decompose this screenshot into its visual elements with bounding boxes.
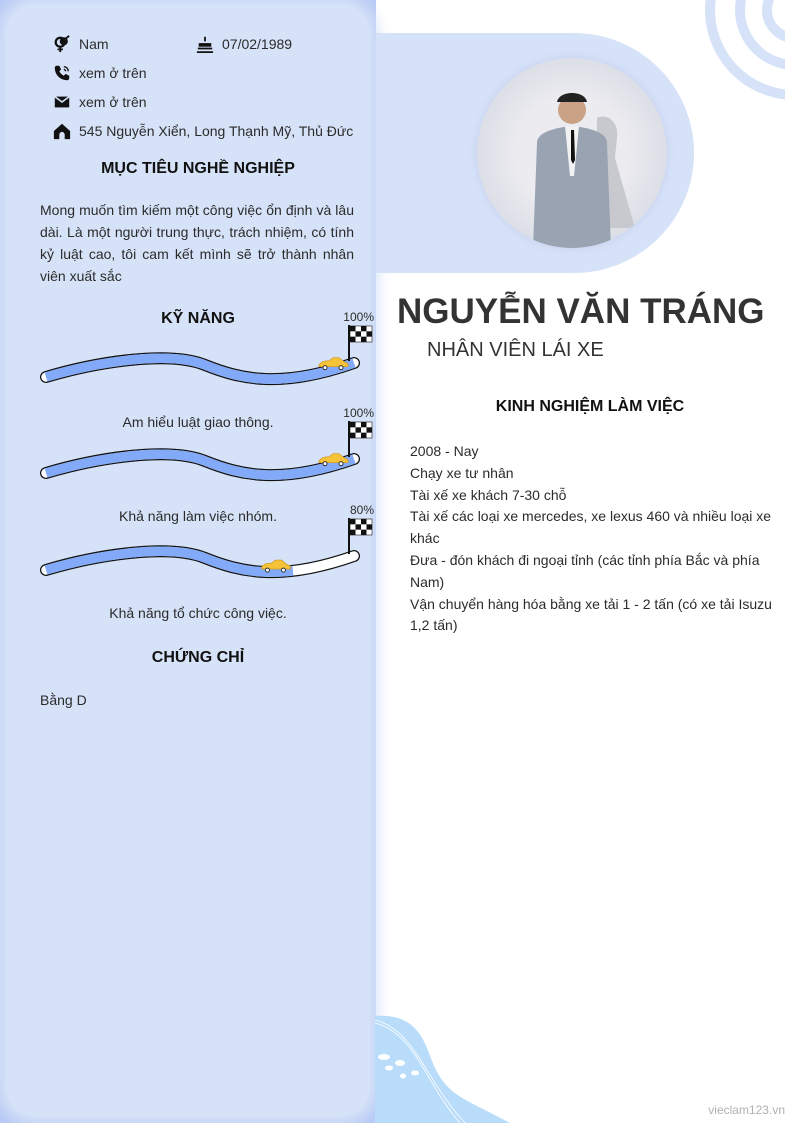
skill-item <box>40 406 376 524</box>
skill-track <box>40 413 376 493</box>
phone-icon <box>53 64 71 82</box>
avatar <box>477 58 667 248</box>
skill-percent: 100% <box>343 310 374 324</box>
skill-percent: 100% <box>343 406 374 420</box>
skill-item <box>40 310 376 430</box>
experience-line: Tài xế xe khách 7-30 chỗ <box>410 486 567 503</box>
email-icon <box>53 93 71 111</box>
objective-heading: MỤC TIÊU NGHỀ NGHIỆP <box>101 160 295 177</box>
watermark: vieclam123.vn <box>708 1103 785 1117</box>
gender-value: Nam <box>79 36 109 52</box>
experience-line: 2008 - Nay <box>410 443 479 459</box>
experience-heading: KINH NGHIỆM LÀM VIỆC <box>495 398 685 415</box>
skill-item <box>40 503 376 621</box>
gender-row <box>53 35 109 53</box>
experience-line: Đưa - đón khách đi ngoại tỉnh (các tỉnh phía Bắc và phía Nam) <box>410 551 760 590</box>
home-icon <box>53 122 71 140</box>
candidate-name: NGUYỄN VĂN TRÁNG <box>397 292 765 331</box>
phone-value: xem ở trên <box>79 65 147 81</box>
skill-label: Khả năng làm việc nhóm. <box>119 508 277 524</box>
person-photo <box>477 58 667 248</box>
finish-flag-icon <box>349 518 372 554</box>
skills-heading: KỸ NĂNG <box>161 310 235 327</box>
experience-list <box>410 441 772 637</box>
experience-line: Tài xế các loại xe mercedes, xe lexus 460 và nhiều loại xe khác <box>410 508 772 547</box>
email-row <box>53 93 147 111</box>
experience-line: Vận chuyển hàng hóa bằng xe tải 1 - 2 tấn (có xe tải Isuzu 1,2 tấn) <box>410 595 772 634</box>
finish-flag-icon <box>349 325 372 361</box>
address-row <box>53 122 353 140</box>
birthday-value: 07/02/1989 <box>222 36 293 52</box>
skill-label: Khả năng tổ chức công việc. <box>109 605 287 621</box>
skill-track <box>40 510 376 590</box>
skill-track <box>40 317 376 397</box>
email-value: xem ở trên <box>79 94 147 110</box>
birthday-row <box>196 35 292 53</box>
candidate-position: NHÂN VIÊN LÁI XE <box>427 339 604 361</box>
gender-icon <box>53 35 71 53</box>
objective-text: Mong muốn tìm kiếm một công việc ổn định và lâu dài. Là một người trung thực, trách nhiệm, có tính kỷ luật cao, tôi cam kết mình sẽ trở thành nhân viên xuất sắc <box>40 202 354 284</box>
certificate-item: Bằng D <box>40 692 87 708</box>
birthday-cake-icon <box>196 35 214 53</box>
phone-row <box>53 64 147 82</box>
certificates-heading: CHỨNG CHỈ <box>151 649 245 666</box>
decorative-wave <box>375 1000 515 1123</box>
skill-percent: 80% <box>349 503 374 517</box>
finish-flag-icon <box>349 421 372 457</box>
experience-line: Chạy xe tư nhân <box>410 464 514 481</box>
decorative-circles <box>695 0 785 100</box>
address-value: 545 Nguyễn Xiển, Long Thạnh Mỹ, Thủ Đức <box>79 123 354 139</box>
skill-label: Am hiểu luật giao thông. <box>122 414 274 430</box>
